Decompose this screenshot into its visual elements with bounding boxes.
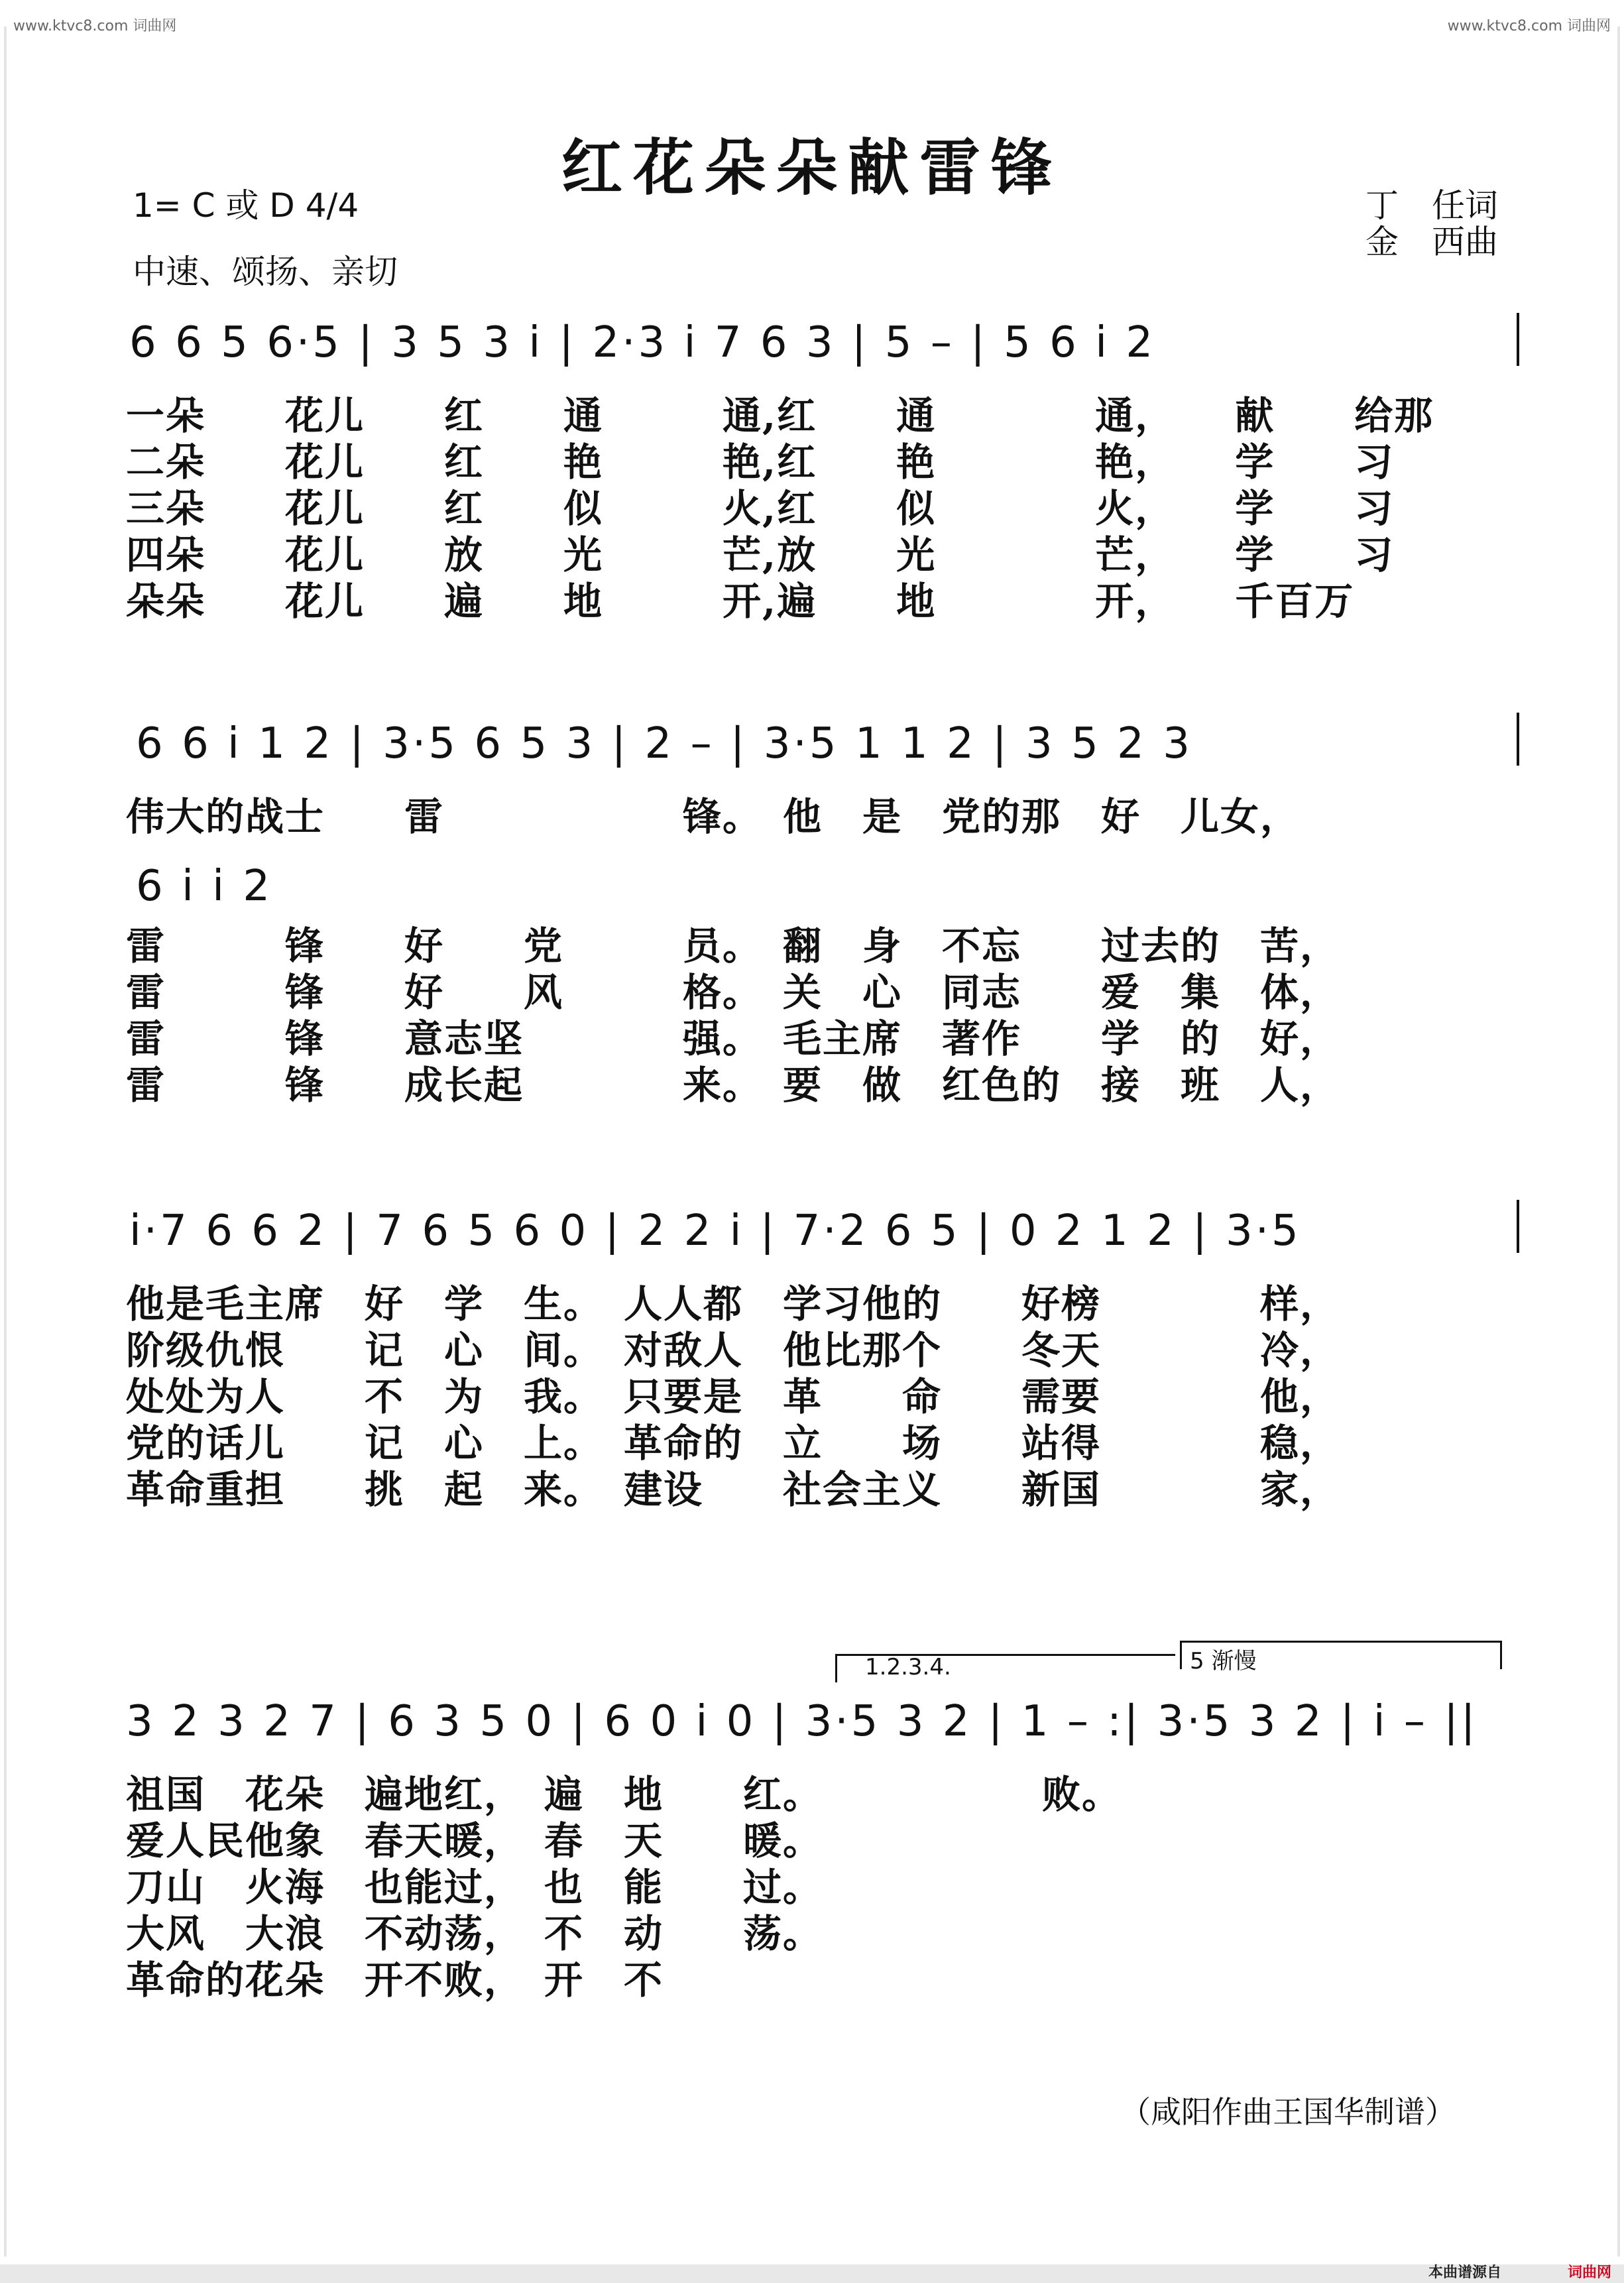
lyric-verse-5: 革命的花朵 开不败， 开 不 bbox=[126, 1958, 664, 2003]
lyric-verse-1: 一朵 花儿 红 通 通,红 通 通， 献 给那 bbox=[126, 393, 1434, 438]
notation-line: 6 6 5 6·5 | 3 5 3 i | 2·3 i 7 6 3 | 5 – | 5 6 i 2 bbox=[129, 318, 1156, 367]
song-title: 红花朵朵献雷锋 bbox=[561, 133, 1063, 204]
lyric-verse-3: 三朵 花儿 红 似 火,红 似 火， 学 习 bbox=[126, 486, 1395, 531]
left-border-strip bbox=[4, 27, 7, 2256]
site-tag-right[interactable]: www.ktvc8.com 词曲网 bbox=[1447, 18, 1611, 34]
lyric-verse-4: 四朵 花儿 放 光 芒,放 光 芒， 学 习 bbox=[126, 532, 1395, 577]
source-note: 本曲谱源自 bbox=[1428, 2264, 1502, 2281]
notation-line: i·7 6 6 2 | 7 6 5 6 0 | 2 2 i | 7·2 6 5 | 0 2 1 2 | 3·5 bbox=[129, 1206, 1301, 1256]
lyric-verse-1: 伟大的战士 雷 锋。 他 是 党的那 好 儿女， bbox=[126, 794, 1301, 839]
lyric-verse-4: 雷 锋 意志坚 强。 毛主席 著作 学 的 好， bbox=[126, 1016, 1340, 1061]
final-ending-label: 5 渐慢 bbox=[1190, 1648, 1257, 1674]
transcriber-credit: （咸阳作曲王国华制谱） bbox=[1120, 2094, 1456, 2130]
notation-line: 3 2 3 2 7 | 6 3 5 0 | 6 0 i 0 | 3·5 3 2 | 1 – :| 3·5 3 2 | i – || bbox=[126, 1697, 1478, 1746]
lyric-verse-1: 他是毛主席 好 学 生。 人人都 学习他的 好榜 样， bbox=[126, 1281, 1340, 1326]
lyric-verse-4: 大风 大浪 不动荡， 不 动 荡。 bbox=[126, 1911, 823, 1956]
composer-credit: 金 西曲 bbox=[1365, 223, 1498, 261]
lyric-verse-2: 阶级仇恨 记 心 间。 对敌人 他比那个 冬天 冷， bbox=[126, 1328, 1340, 1373]
lyric-verse-3: 处处为人 不 为 我。 只要是 革 命 需要 他， bbox=[126, 1374, 1340, 1419]
bottom-strip bbox=[0, 2264, 1624, 2283]
site-tag-left[interactable]: www.ktvc8.com 词曲网 bbox=[13, 18, 177, 34]
end-barline bbox=[1517, 713, 1519, 766]
lyric-verse-4: 党的话儿 记 心 上。 革命的 立 场 站得 稳， bbox=[126, 1421, 1340, 1466]
site-logo[interactable]: 词曲网 bbox=[1568, 2264, 1612, 2281]
right-border-strip bbox=[1617, 27, 1620, 2256]
lyric-verse-2: 雷 锋 好 党 员。 翻 身 不忘 过去的 苦， bbox=[126, 923, 1340, 968]
lyric-verse-1: 祖国 花朵 遍地红， 遍 地 红。 败。 bbox=[126, 1772, 1122, 1817]
lyricist-credit: 丁 任词 bbox=[1365, 186, 1498, 225]
lyric-verse-5: 雷 锋 成长起 来。 要 做 红色的 接 班 人， bbox=[126, 1063, 1340, 1108]
lyric-verse-3: 雷 锋 好 风 格。 关 心 同志 爱 集 体， bbox=[126, 970, 1340, 1015]
lyric-verse-2: 二朵 花儿 红 艳 艳,红 艳 艳， 学 习 bbox=[126, 439, 1395, 485]
alternate-notation: 6 i i 2 bbox=[136, 862, 273, 911]
tempo-marking: 中速、颂扬、亲切 bbox=[133, 253, 398, 291]
lyric-verse-5: 革命重担 挑 起 来。 建设 社会主义 新国 家， bbox=[126, 1467, 1340, 1512]
notation-line: 6 6 i 1 2 | 3·5 6 5 3 | 2 – | 3·5 1 1 2 | 3 5 2 3 bbox=[136, 719, 1192, 768]
lyric-verse-2: 爱人民他象 春天暖， 春 天 暖。 bbox=[126, 1818, 823, 1863]
first-ending-label: 1.2.3.4. bbox=[865, 1654, 951, 1680]
end-barline bbox=[1517, 313, 1519, 366]
key-signature: 1= C 或 D 4/4 bbox=[133, 186, 359, 225]
lyric-verse-5: 朵朵 花儿 遍 地 开,遍 地 开， 千百万 bbox=[126, 579, 1355, 624]
lyric-verse-3: 刀山 火海 也能过， 也 能 过。 bbox=[126, 1865, 823, 1910]
end-barline bbox=[1517, 1200, 1519, 1253]
